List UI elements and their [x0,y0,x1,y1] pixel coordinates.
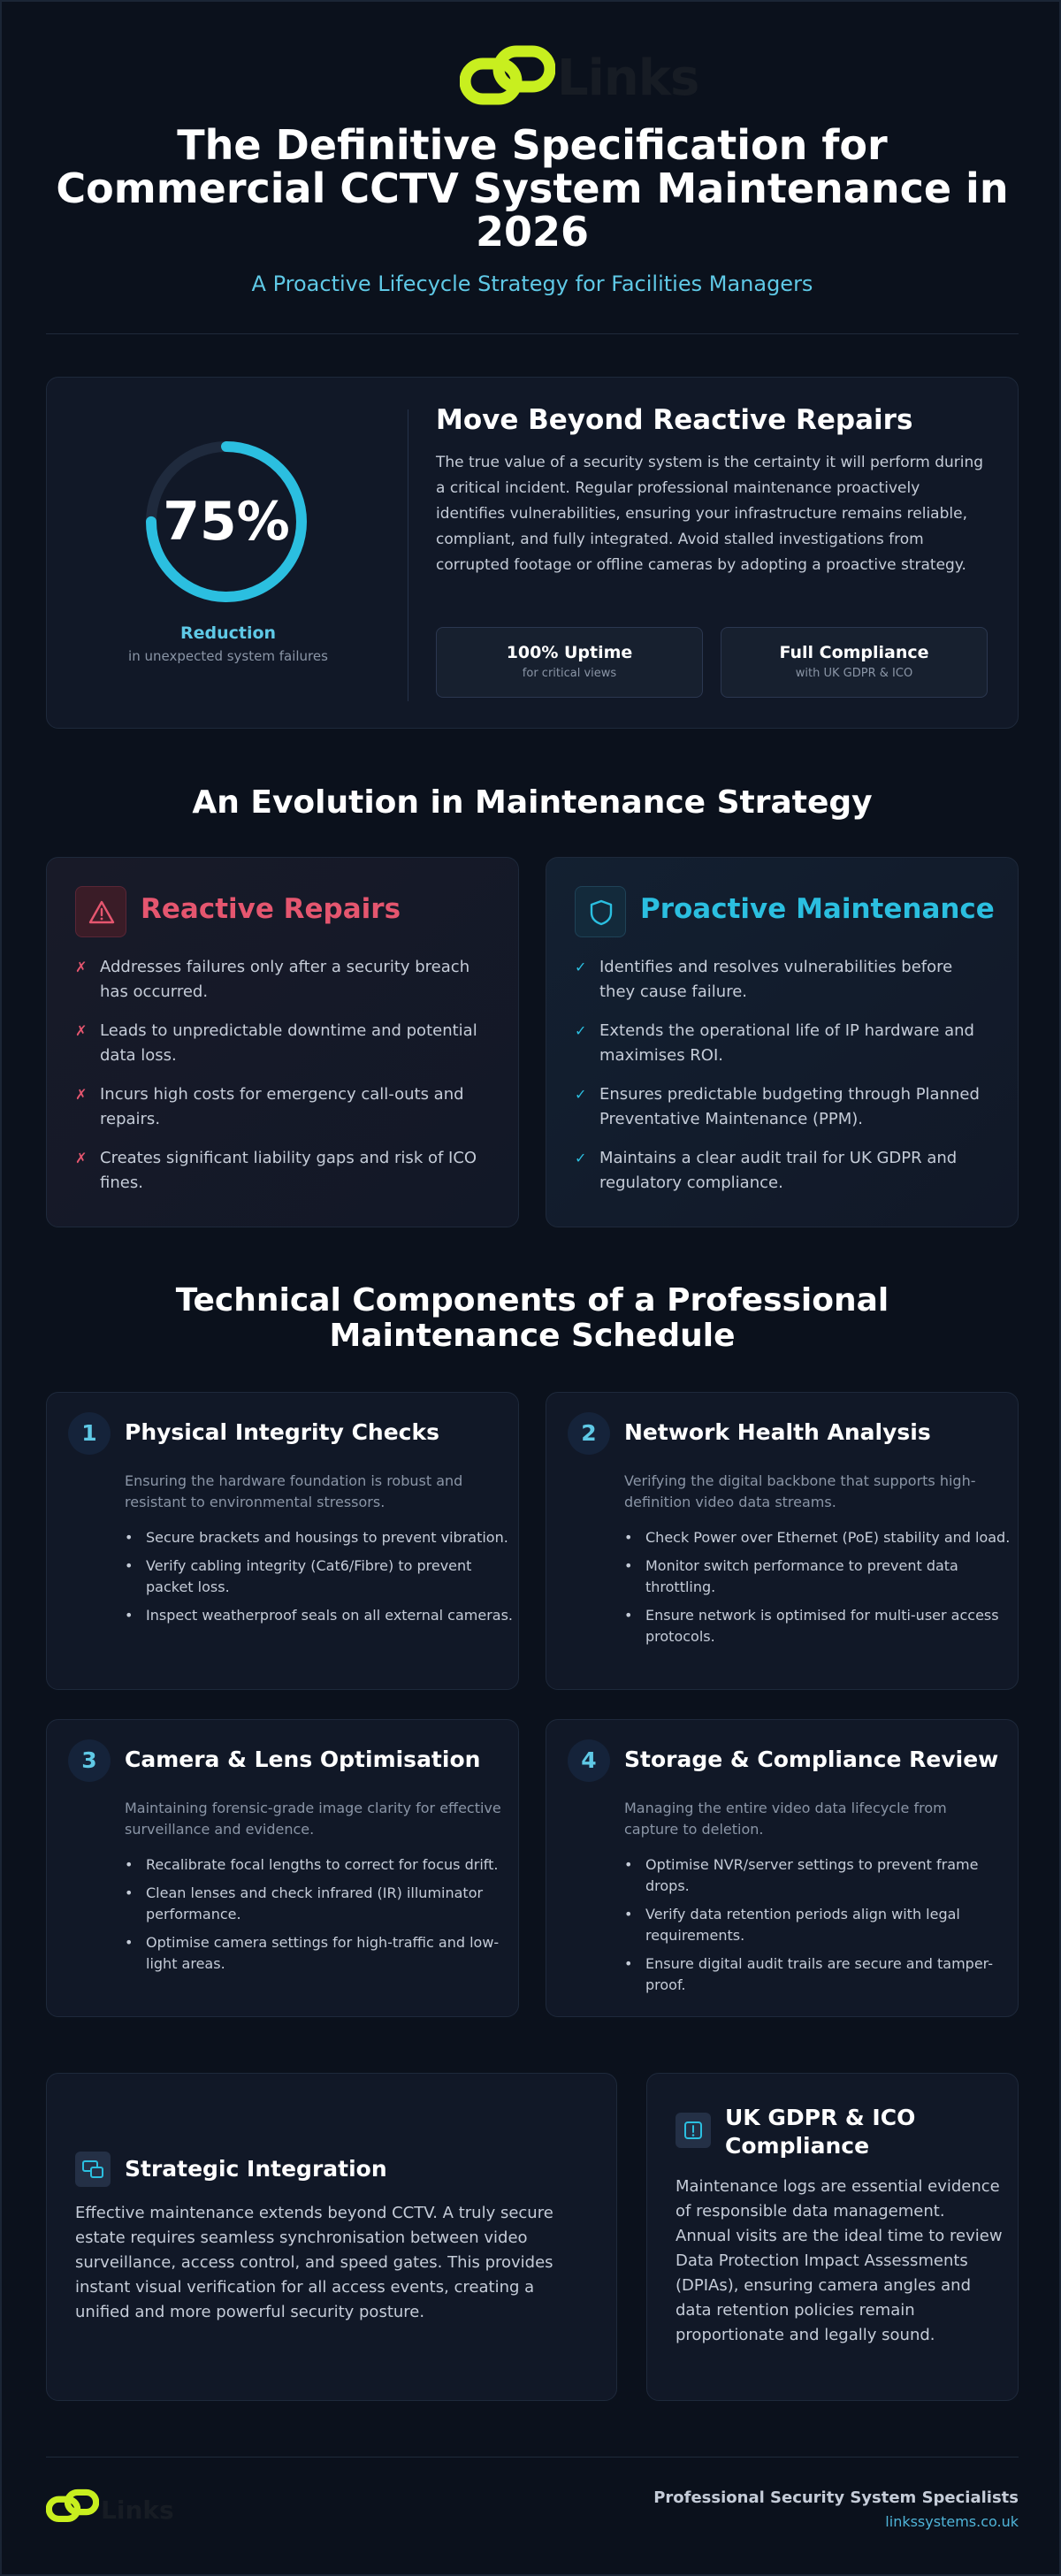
list-item [575,955,990,1005]
alert-notice-icon [676,2113,711,2148]
cross-icon: ✗ [75,1022,88,1039]
list-item: • Verify cabling integrity (Cat6/Fibre) to prevent packet loss. [125,1556,514,1598]
component-desc: Verifying the digital backbone that supports high-definition video data streams. [624,1472,976,1510]
list-item: • Check Power over Ethernet (PoE) stability and load. [624,1527,1013,1548]
footer-website-link[interactable]: linkssystems.co.uk [885,2513,1019,2530]
step-number: 2 [568,1412,610,1455]
header-divider [46,333,1019,334]
components-heading: Technical Components of a Professional Maintenance Schedule [175,1282,889,1354]
hero-heading: Move Beyond Reactive Repairs [436,404,913,436]
proactive-icon-box [575,886,626,937]
percent-value: 75% [163,491,290,553]
component-desc: Ensuring the hardware foundation is robust and resistant to environmental stressors. [125,1472,463,1510]
cross-icon: ✗ [75,1086,88,1103]
list-item [75,955,491,1005]
header-logo [417,44,700,108]
proactive-list [575,955,990,1210]
list-item [75,1146,491,1196]
chain-link-logo-icon [46,2487,99,2526]
integration-icon-box [75,2152,111,2187]
stat-uptime [436,627,703,698]
list-item: • Secure brackets and housings to prevent vibration. [125,1527,514,1548]
component-card-physical [46,1392,519,1690]
gdpr-card [646,2073,1019,2401]
list-item [75,1019,491,1068]
gdpr-title: UK GDPR & ICO Compliance [725,2105,916,2159]
reactive-title: Reactive Repairs [141,893,401,925]
component-title: Network Health Analysis [624,1419,931,1445]
component-desc: Maintaining forensic-grade image clarity for effective surveillance and evidence. [125,1800,501,1838]
list-item-text: Incurs high costs for emergency call-outs and repairs. [100,1085,464,1128]
stat-compliance [721,627,988,698]
hero-body: The true value of a security system is the certainty it will perform during a critical incident. Regular professional maintenance proactively identifies vulnerabilities, ensuring your infrastructure remains reliable, compliant, and fully integrated. Avoid stalled investigations from corrupted footage or offline cameras by adopting a proactive strategy. [436,454,984,574]
percent-ring [144,440,309,604]
proactive-title: Proactive Maintenance [640,893,995,925]
component-points [624,1527,1013,1655]
component-desc: Managing the entire video data lifecycle from capture to deletion. [624,1800,947,1838]
stat-title: 100% Uptime [506,643,633,662]
stat-sub: for critical views [522,667,617,680]
cross-icon: ✗ [75,1150,88,1166]
footer-divider [46,2457,1019,2458]
stat-title: Full Compliance [779,643,929,662]
integration-icon [75,2152,111,2187]
component-title: Camera & Lens Optimisation [125,1747,481,1772]
brand-wordmark: Links [557,50,699,107]
page-title: The Definitive Specification for Commercial CCTV System Maintenance in 2026 [56,121,1009,256]
list-item: • Ensure network is optimised for multi-user access protocols. [624,1605,1013,1647]
gdpr-body: Maintenance logs are essential evidence of responsible data management. Annual visits are the ideal time to review Data Protection Impact Assessments (DPIAs), ensuring camera angles and data retention policies remain proportionate and legally sound. [676,2177,1003,2344]
list-item-text: Leads to unpredictable downtime and potential data loss. [100,1021,477,1065]
component-title: Physical Integrity Checks [125,1419,440,1445]
list-item [575,1019,990,1068]
list-item: • Optimise camera settings for high-traffic and low-light areas. [125,1932,514,1975]
proactive-card [546,857,1019,1227]
list-item [75,1082,491,1132]
component-points [125,1527,514,1633]
check-icon: ✓ [575,1150,587,1166]
list-item-text: Creates significant liability gaps and risk of ICO fines. [100,1149,477,1192]
integration-card [46,2073,617,2401]
list-item: • Optimise NVR/server settings to prevent frame drops. [624,1854,1013,1897]
list-item: • Verify data retention periods align with legal requirements. [624,1904,1013,1946]
reactive-list [75,955,491,1210]
percent-label: Reduction [179,623,277,643]
integration-title: Strategic Integration [125,2156,387,2182]
warning-triangle-icon [76,887,127,938]
chain-link-logo-icon [460,44,555,108]
component-points [125,1854,514,1982]
step-number: 1 [68,1412,111,1455]
percent-sub: in unexpected system failures [128,648,328,664]
footer-tagline: Professional Security System Specialists [653,2488,1019,2507]
list-item-text: Addresses failures only after a security breach has occurred. [100,958,470,1001]
hero-card [46,377,1019,729]
list-item: • Clean lenses and check infrared (IR) illuminator performance. [125,1883,514,1925]
step-number: 3 [68,1739,111,1782]
component-points [624,1854,1013,2003]
check-icon: ✓ [575,1022,587,1039]
list-item-text: Extends the operational life of IP hardware and maximises ROI. [599,1021,974,1065]
footer-logo [46,2487,205,2531]
check-icon: ✓ [575,1086,587,1103]
cross-icon: ✗ [75,959,88,975]
list-item-text: Maintains a clear audit trail for UK GDPR and regulatory compliance. [599,1149,958,1192]
page-subtitle: A Proactive Lifecycle Strategy for Facilities Managers [251,271,813,296]
list-item-text: Identifies and resolves vulnerabilities before they cause failure. [599,958,953,1001]
list-item [575,1082,990,1132]
list-item: • Ensure digital audit trails are secure and tamper-proof. [624,1953,1013,1996]
shield-icon [576,887,627,938]
list-item: • Monitor switch performance to prevent data throttling. [624,1556,1013,1598]
list-item: • Recalibrate focal lengths to correct for focus drift. [125,1854,514,1876]
list-item [575,1146,990,1196]
step-number: 4 [568,1739,610,1782]
integration-body: Effective maintenance extends beyond CCTV. A truly secure estate requires seamless synchronisation between video surveillance, access control, and speed gates. This provides instant visual verification for all access events, creating a unified and more powerful security posture. [75,2204,553,2321]
list-item-text: Ensures predictable budgeting through Planned Preventative Maintenance (PPM). [599,1085,980,1128]
check-icon: ✓ [575,959,587,975]
component-card-camera [46,1719,519,2017]
footer-wordmark: Links [101,2496,174,2525]
reactive-icon-box [75,886,126,937]
component-title: Storage & Compliance Review [624,1747,999,1772]
evolution-heading: An Evolution in Maintenance Strategy [192,784,873,821]
stat-sub: with UK GDPR & ICO [795,667,913,680]
list-item: • Inspect weatherproof seals on all external cameras. [125,1605,514,1626]
reactive-card [46,857,519,1227]
gdpr-icon-box [676,2113,711,2148]
component-card-network [546,1392,1019,1690]
component-card-storage [546,1719,1019,2017]
